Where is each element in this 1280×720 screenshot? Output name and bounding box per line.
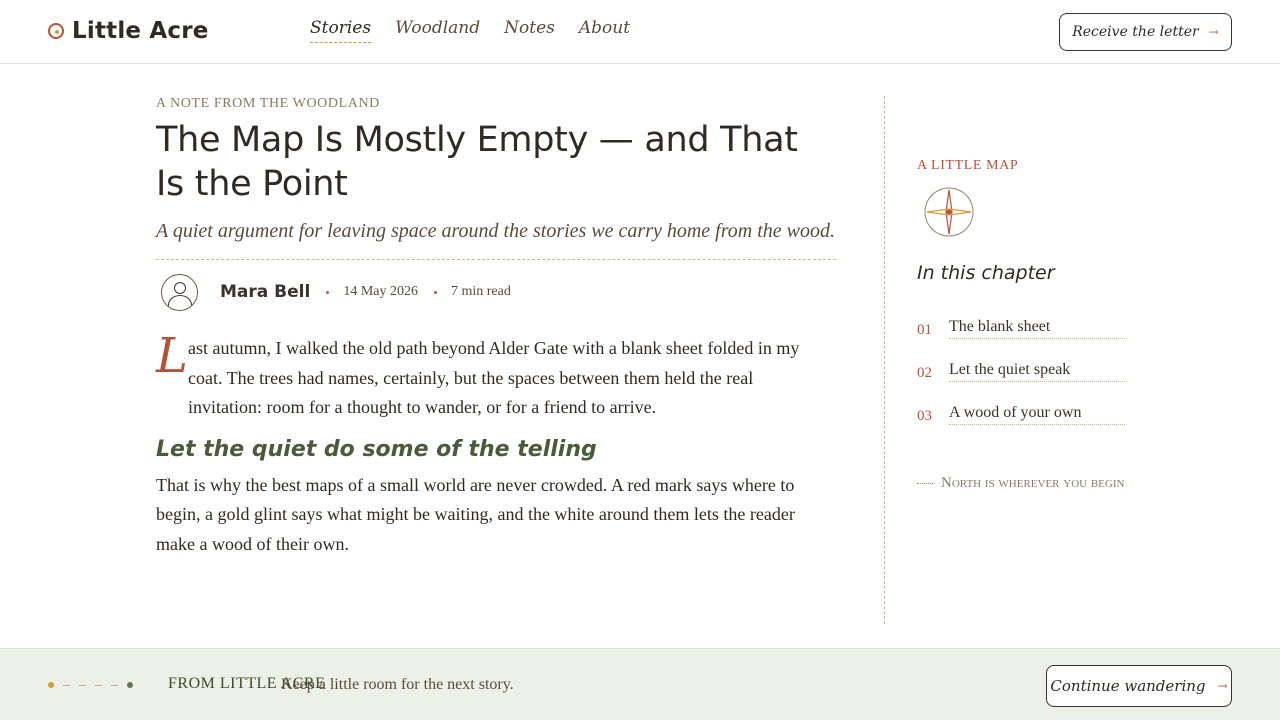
continue-wandering-button[interactable] — [1046, 665, 1232, 707]
article — [156, 96, 836, 559]
toc-item[interactable] — [917, 296, 1127, 339]
paragraph-text: ast autumn, I walked the old path beyond Alder Gate with a blank sheet folded in my coat. The trees had names, certainly, but the spaces between them held the real invitation: room for a thought to wander, or for a friend to arrive. — [188, 338, 800, 417]
dotted-line — [917, 483, 933, 484]
arrow-right-icon: → — [1208, 25, 1219, 39]
toc-link[interactable]: Let the quiet speak — [949, 361, 1125, 382]
separator-dot — [434, 291, 437, 294]
trail-dash — [63, 685, 70, 686]
sidebar-note-text: North is wherever you begin — [941, 475, 1125, 491]
continue-label: Continue wandering — [1050, 677, 1206, 695]
acorn-logo-icon — [48, 23, 64, 39]
trail-dash — [111, 685, 118, 686]
site-header — [0, 0, 1280, 64]
nav-item-about[interactable]: About — [578, 18, 631, 38]
nav-item-stories[interactable]: Stories — [310, 18, 371, 43]
toc-link[interactable]: A wood of your own — [949, 404, 1125, 425]
sidebar-kicker: A LITTLE MAP — [917, 158, 1019, 173]
main-nav — [310, 18, 630, 43]
logo-text: Little Acre — [72, 18, 209, 44]
toc-number: 01 — [917, 322, 932, 338]
paragraph — [156, 328, 816, 423]
trail-dots-icon — [48, 682, 133, 688]
paragraph: That is why the best maps of a small world are never crowded. A red mark says where to begin, a gold glint says what might be waiting, and the white around them lets the reader make a wood of their own. — [156, 474, 795, 554]
article-kicker: A NOTE FROM THE WOODLAND — [156, 96, 380, 111]
sidebar — [917, 158, 1127, 492]
article-title: The Map Is Mostly Empty — and That Is the Point — [156, 120, 798, 204]
compass-rose-icon — [923, 186, 975, 238]
trail-end-dot — [127, 682, 133, 688]
title-divider — [156, 259, 836, 260]
avatar-body-shape — [168, 295, 192, 311]
trail-start-dot — [48, 682, 54, 688]
sidebar-divider — [884, 96, 885, 624]
article-subtitle: A quiet argument for leaving space around the stories we carry home from the wood. — [156, 220, 835, 242]
toc-number: 02 — [917, 365, 932, 381]
table-of-contents — [917, 296, 1127, 425]
nav-item-notes[interactable]: Notes — [504, 18, 555, 38]
arrow-right-icon: → — [1217, 679, 1228, 693]
nav-item-woodland[interactable]: Woodland — [395, 18, 481, 38]
publish-date: 14 May 2026 — [343, 284, 418, 299]
toc-item[interactable] — [917, 382, 1127, 425]
section-heading: Let the quiet do some of the telling — [156, 436, 597, 462]
toc-number: 03 — [917, 408, 932, 424]
receive-letter-button[interactable] — [1059, 13, 1232, 51]
sidebar-note — [917, 475, 1127, 492]
footer-banner — [0, 648, 1280, 720]
avatar-head-shape — [174, 282, 186, 294]
footer-brand: FROM LITTLE ACRE — [168, 675, 326, 692]
site-logo[interactable] — [48, 14, 209, 48]
author-avatar[interactable] — [161, 274, 198, 311]
footer-text: Keep a little room for the next story. — [281, 676, 514, 693]
read-time: 7 min read — [450, 284, 511, 299]
trail-dash — [79, 685, 86, 686]
byline — [156, 274, 836, 310]
receive-letter-label: Receive the letter — [1072, 24, 1199, 40]
article-body — [156, 328, 816, 559]
drop-cap: L — [156, 328, 188, 384]
toc-item[interactable] — [917, 339, 1127, 382]
author-name[interactable]: Mara Bell — [220, 282, 311, 302]
separator-dot — [326, 291, 329, 294]
toc-link[interactable]: The blank sheet — [949, 318, 1125, 339]
trail-dash — [95, 685, 102, 686]
toc-title: In this chapter — [917, 262, 1055, 284]
